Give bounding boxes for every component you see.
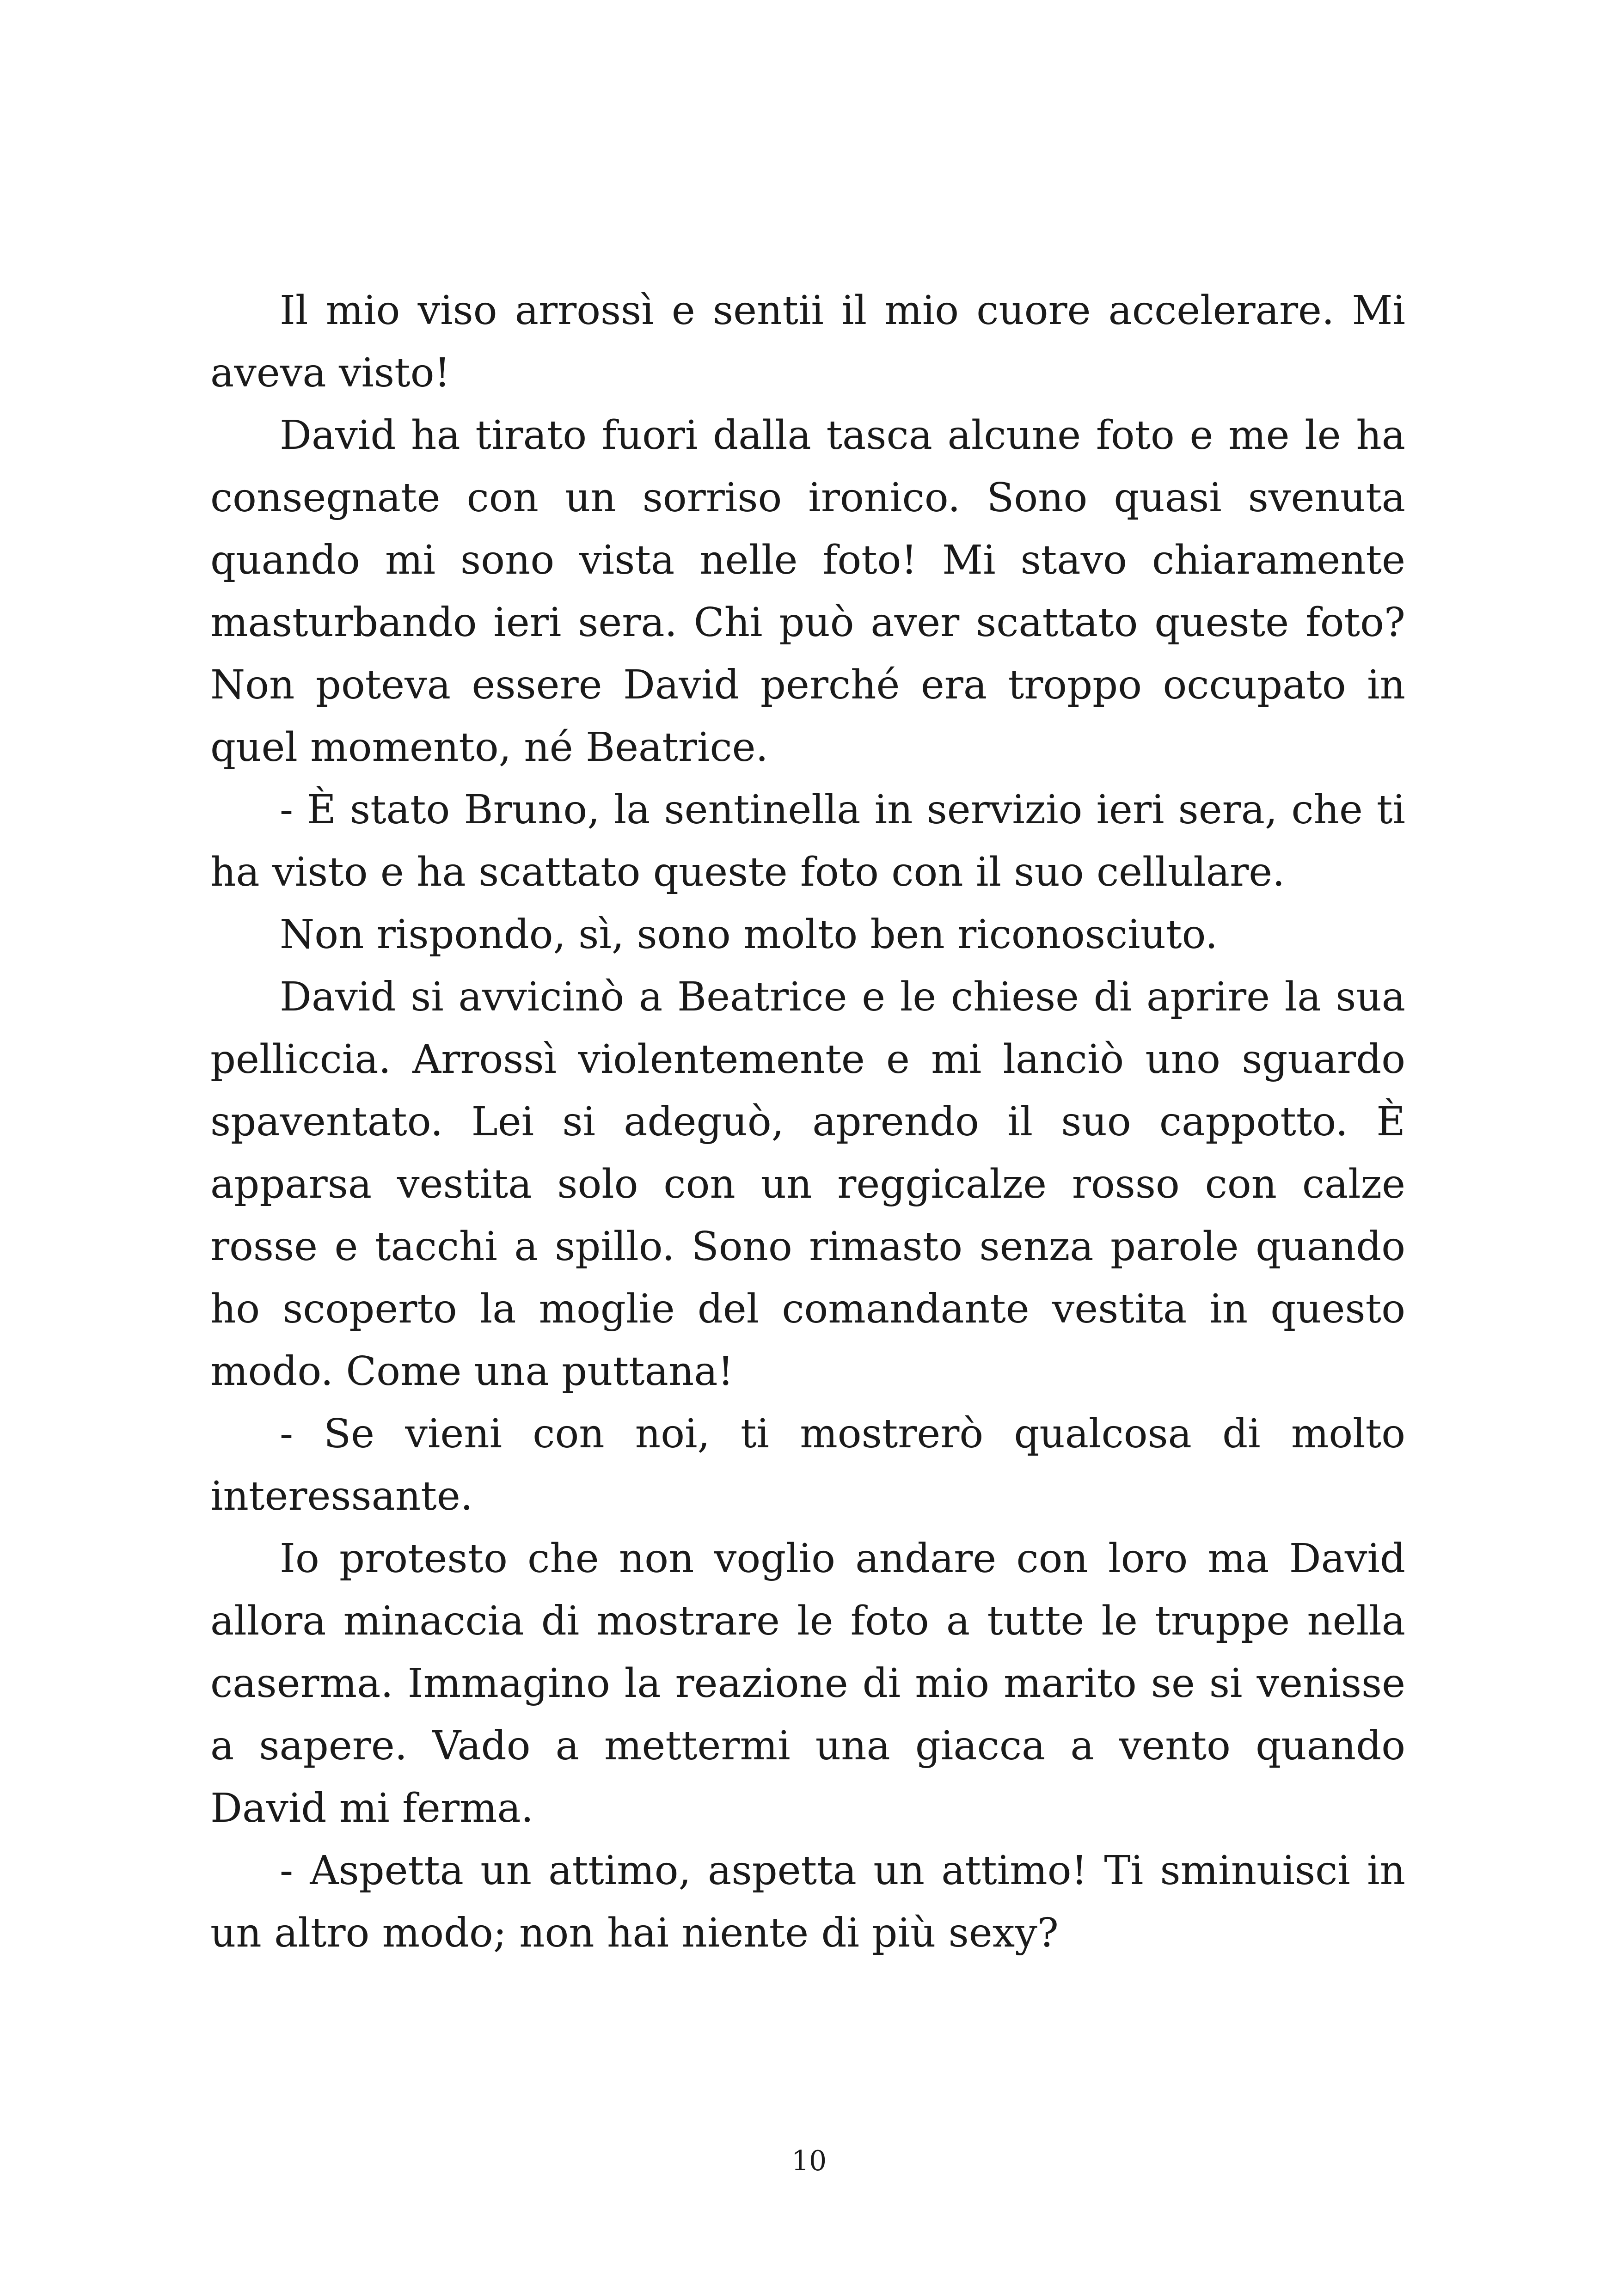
paragraph: Io protesto che non voglio andare con loro ma David allora minaccia di mostrare le foto a tutte le truppe nella caserma. Immagino la reazione di mio marito se si venisse a sapere. Vado a mettermi una giacca a vento quando David mi ferma. (210, 1536, 1405, 1831)
dialogue-paragraph: - È stato Bruno, la sentinella in servizio ieri sera, che ti ha visto e ha scattato queste foto con il suo cellulare. (210, 787, 1405, 895)
paragraph: David si avvicinò a Beatrice e le chiese di aprire la sua pelliccia. Arrossì violentemente e mi lanciò uno sguardo spaventato. Lei si adeguò, aprendo il suo cappotto. È apparsa vestita solo con un reggicalze rosso con calze rosse e tacchi a spillo. Sono rimasto senza parole quando ho scoperto la moglie del comandante vestita in questo modo. Come una puttana! (210, 974, 1405, 1395)
paragraph: David ha tirato fuori dalla tasca alcune foto e me le ha consegnate con un sorriso ironico. Sono quasi svenuta quando mi sono vista nelle foto! Mi stavo chiaramente masturbando ieri sera. Chi può aver scattato queste foto? Non poteva essere David perché era troppo occupato in quel momento, né Beatrice. (210, 412, 1405, 771)
paragraph: Non rispondo, sì, sono molto ben riconosciuto. (280, 912, 1218, 958)
paragraph: Il mio viso arrossì e sentii il mio cuore accelerare. Mi aveva visto! (210, 288, 1405, 396)
body-text (210, 280, 1405, 1965)
dialogue-paragraph: - Aspetta un attimo, aspetta un attimo! Ti sminuisci in un altro modo; non hai niente di più sexy? (210, 1848, 1405, 1956)
page-number: 10 (791, 2145, 827, 2177)
dialogue-paragraph: - Se vieni con noi, ti mostrerò qualcosa di molto interessante. (210, 1411, 1405, 1519)
